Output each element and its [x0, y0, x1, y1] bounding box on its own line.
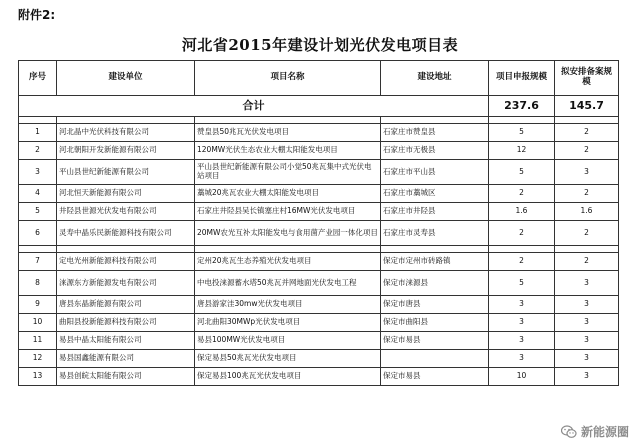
- row-address: 保定市唐县: [381, 296, 489, 314]
- row-unit: 曲阳县投新能源科技有限公司: [57, 314, 195, 332]
- table-row: [19, 185, 619, 203]
- row-declared: 5: [489, 124, 555, 142]
- watermark-text: 新能源圈: [580, 425, 629, 439]
- row-planned: 2: [555, 221, 619, 246]
- attachment-label: 附件2:: [18, 8, 56, 22]
- row-unit: 河北恒天新能源有限公司: [57, 185, 195, 203]
- header-unit: 建设单位: [57, 61, 195, 96]
- table-row: [19, 124, 619, 142]
- row-no: 5: [19, 203, 57, 221]
- row-address: 保定市易县: [381, 332, 489, 350]
- row-project: 中电投涞源蓄水塔50兆瓦并网地面光伏发电工程: [195, 271, 381, 296]
- header-no: 序号: [19, 61, 57, 96]
- row-no: 2: [19, 142, 57, 160]
- row-declared: 3: [489, 314, 555, 332]
- row-no: 9: [19, 296, 57, 314]
- row-unit: 涞源东方新能源发电有限公司: [57, 271, 195, 296]
- total-declared: 237.6: [489, 96, 555, 117]
- row-address: 石家庄市井陉县: [381, 203, 489, 221]
- table-row: [19, 368, 619, 386]
- row-planned: 3: [555, 350, 619, 368]
- row-unit: 易县中晶太阳能有限公司: [57, 332, 195, 350]
- table-header-row: [19, 61, 619, 96]
- project-table: [18, 60, 619, 386]
- row-declared: 2: [489, 253, 555, 271]
- row-address: 石家庄市藁城区: [381, 185, 489, 203]
- row-project: 保定易县50兆瓦光伏发电项目: [195, 350, 381, 368]
- row-address: 石家庄市平山县: [381, 160, 489, 185]
- table-row: [19, 271, 619, 296]
- header-declared: 项目申报规模: [489, 61, 555, 96]
- table-row: [19, 160, 619, 185]
- row-no: 10: [19, 314, 57, 332]
- row-planned: 3: [555, 296, 619, 314]
- row-project: 20MW农光互补太阳能发电与食用菌产业园一体化项目: [195, 221, 381, 246]
- spacer-row: [19, 117, 619, 124]
- row-declared: 3: [489, 296, 555, 314]
- row-declared: 5: [489, 160, 555, 185]
- row-declared: 3: [489, 332, 555, 350]
- document-title: 河北省2015年建设计划光伏发电项目表: [181, 36, 459, 54]
- row-no: 4: [19, 185, 57, 203]
- row-no: 3: [19, 160, 57, 185]
- row-unit: 定电光州新能源科技有限公司: [57, 253, 195, 271]
- row-unit: 河北朝阳开发新能源有限公司: [57, 142, 195, 160]
- row-unit: 河北晶中光伏科技有限公司: [57, 124, 195, 142]
- watermark: [558, 422, 632, 441]
- row-no: 11: [19, 332, 57, 350]
- row-unit: 唐县东晶新能源有限公司: [57, 296, 195, 314]
- row-planned: 2: [555, 253, 619, 271]
- row-unit: 灵寿中晶乐民新能源科技有限公司: [57, 221, 195, 246]
- row-project: 藁城20兆瓦农业大棚太阳能发电项目: [195, 185, 381, 203]
- row-declared: 10: [489, 368, 555, 386]
- total-planned: 145.7: [555, 96, 619, 117]
- row-declared: 12: [489, 142, 555, 160]
- table-row: [19, 142, 619, 160]
- table-row: [19, 314, 619, 332]
- row-declared: 3: [489, 350, 555, 368]
- row-unit: 易县国鑫能源有限公司: [57, 350, 195, 368]
- row-no: 13: [19, 368, 57, 386]
- row-project: 赞皇县50兆瓦光伏发电项目: [195, 124, 381, 142]
- wechat-icon: [561, 425, 577, 439]
- row-project: 120MW光伏生态农业大棚太阳能发电项目: [195, 142, 381, 160]
- row-no: 12: [19, 350, 57, 368]
- total-row: [19, 96, 619, 117]
- row-unit: 井陉县世源光伏发电有限公司: [57, 203, 195, 221]
- row-declared: 2: [489, 185, 555, 203]
- row-planned: 3: [555, 314, 619, 332]
- row-address: 保定市曲阳县: [381, 314, 489, 332]
- row-planned: 2: [555, 185, 619, 203]
- row-declared: 2: [489, 221, 555, 246]
- row-declared: 5: [489, 271, 555, 296]
- row-project: 保定易县100兆瓦光伏发电项目: [195, 368, 381, 386]
- row-project: 易县100MW光伏发电项目: [195, 332, 381, 350]
- row-address: 石家庄市灵寿县: [381, 221, 489, 246]
- table-row: [19, 332, 619, 350]
- row-project: 唐县游家洼30mw光伏发电项目: [195, 296, 381, 314]
- row-project: 河北曲阳30MWp光伏发电项目: [195, 314, 381, 332]
- row-address: 保定市涞源县: [381, 271, 489, 296]
- table-row: [19, 253, 619, 271]
- row-address: 保定市易县: [381, 368, 489, 386]
- row-address: 石家庄市赞皇县: [381, 124, 489, 142]
- row-unit: 平山县世纪新能源有限公司: [57, 160, 195, 185]
- spacer-row: [19, 246, 619, 253]
- row-planned: 3: [555, 368, 619, 386]
- row-unit: 易县创皖太阳能有限公司: [57, 368, 195, 386]
- row-address: 保定市定州市砖路镇: [381, 253, 489, 271]
- total-label: 合计: [19, 96, 489, 117]
- row-planned: 3: [555, 332, 619, 350]
- row-no: 6: [19, 221, 57, 246]
- row-planned: 3: [555, 160, 619, 185]
- row-project: 定州20兆瓦生态养殖光伏发电项目: [195, 253, 381, 271]
- row-project: 平山县世纪新能源有限公司小觉50兆瓦集中式光伏电站项目: [195, 160, 381, 185]
- header-planned: 拟安排备案规模: [555, 61, 619, 96]
- header-address: 建设地址: [381, 61, 489, 96]
- table-row: [19, 203, 619, 221]
- row-no: 8: [19, 271, 57, 296]
- row-address: 石家庄市无极县: [381, 142, 489, 160]
- row-declared: 1.6: [489, 203, 555, 221]
- row-no: 1: [19, 124, 57, 142]
- row-planned: 2: [555, 124, 619, 142]
- row-no: 7: [19, 253, 57, 271]
- row-address: [381, 350, 489, 368]
- header-project: 项目名称: [195, 61, 381, 96]
- table-row: [19, 221, 619, 246]
- row-project: 石家庄井陉县吴长镇塞庄村16MW光伏发电项目: [195, 203, 381, 221]
- row-planned: 3: [555, 271, 619, 296]
- row-planned: 2: [555, 142, 619, 160]
- table-row: [19, 350, 619, 368]
- row-planned: 1.6: [555, 203, 619, 221]
- table-row: [19, 296, 619, 314]
